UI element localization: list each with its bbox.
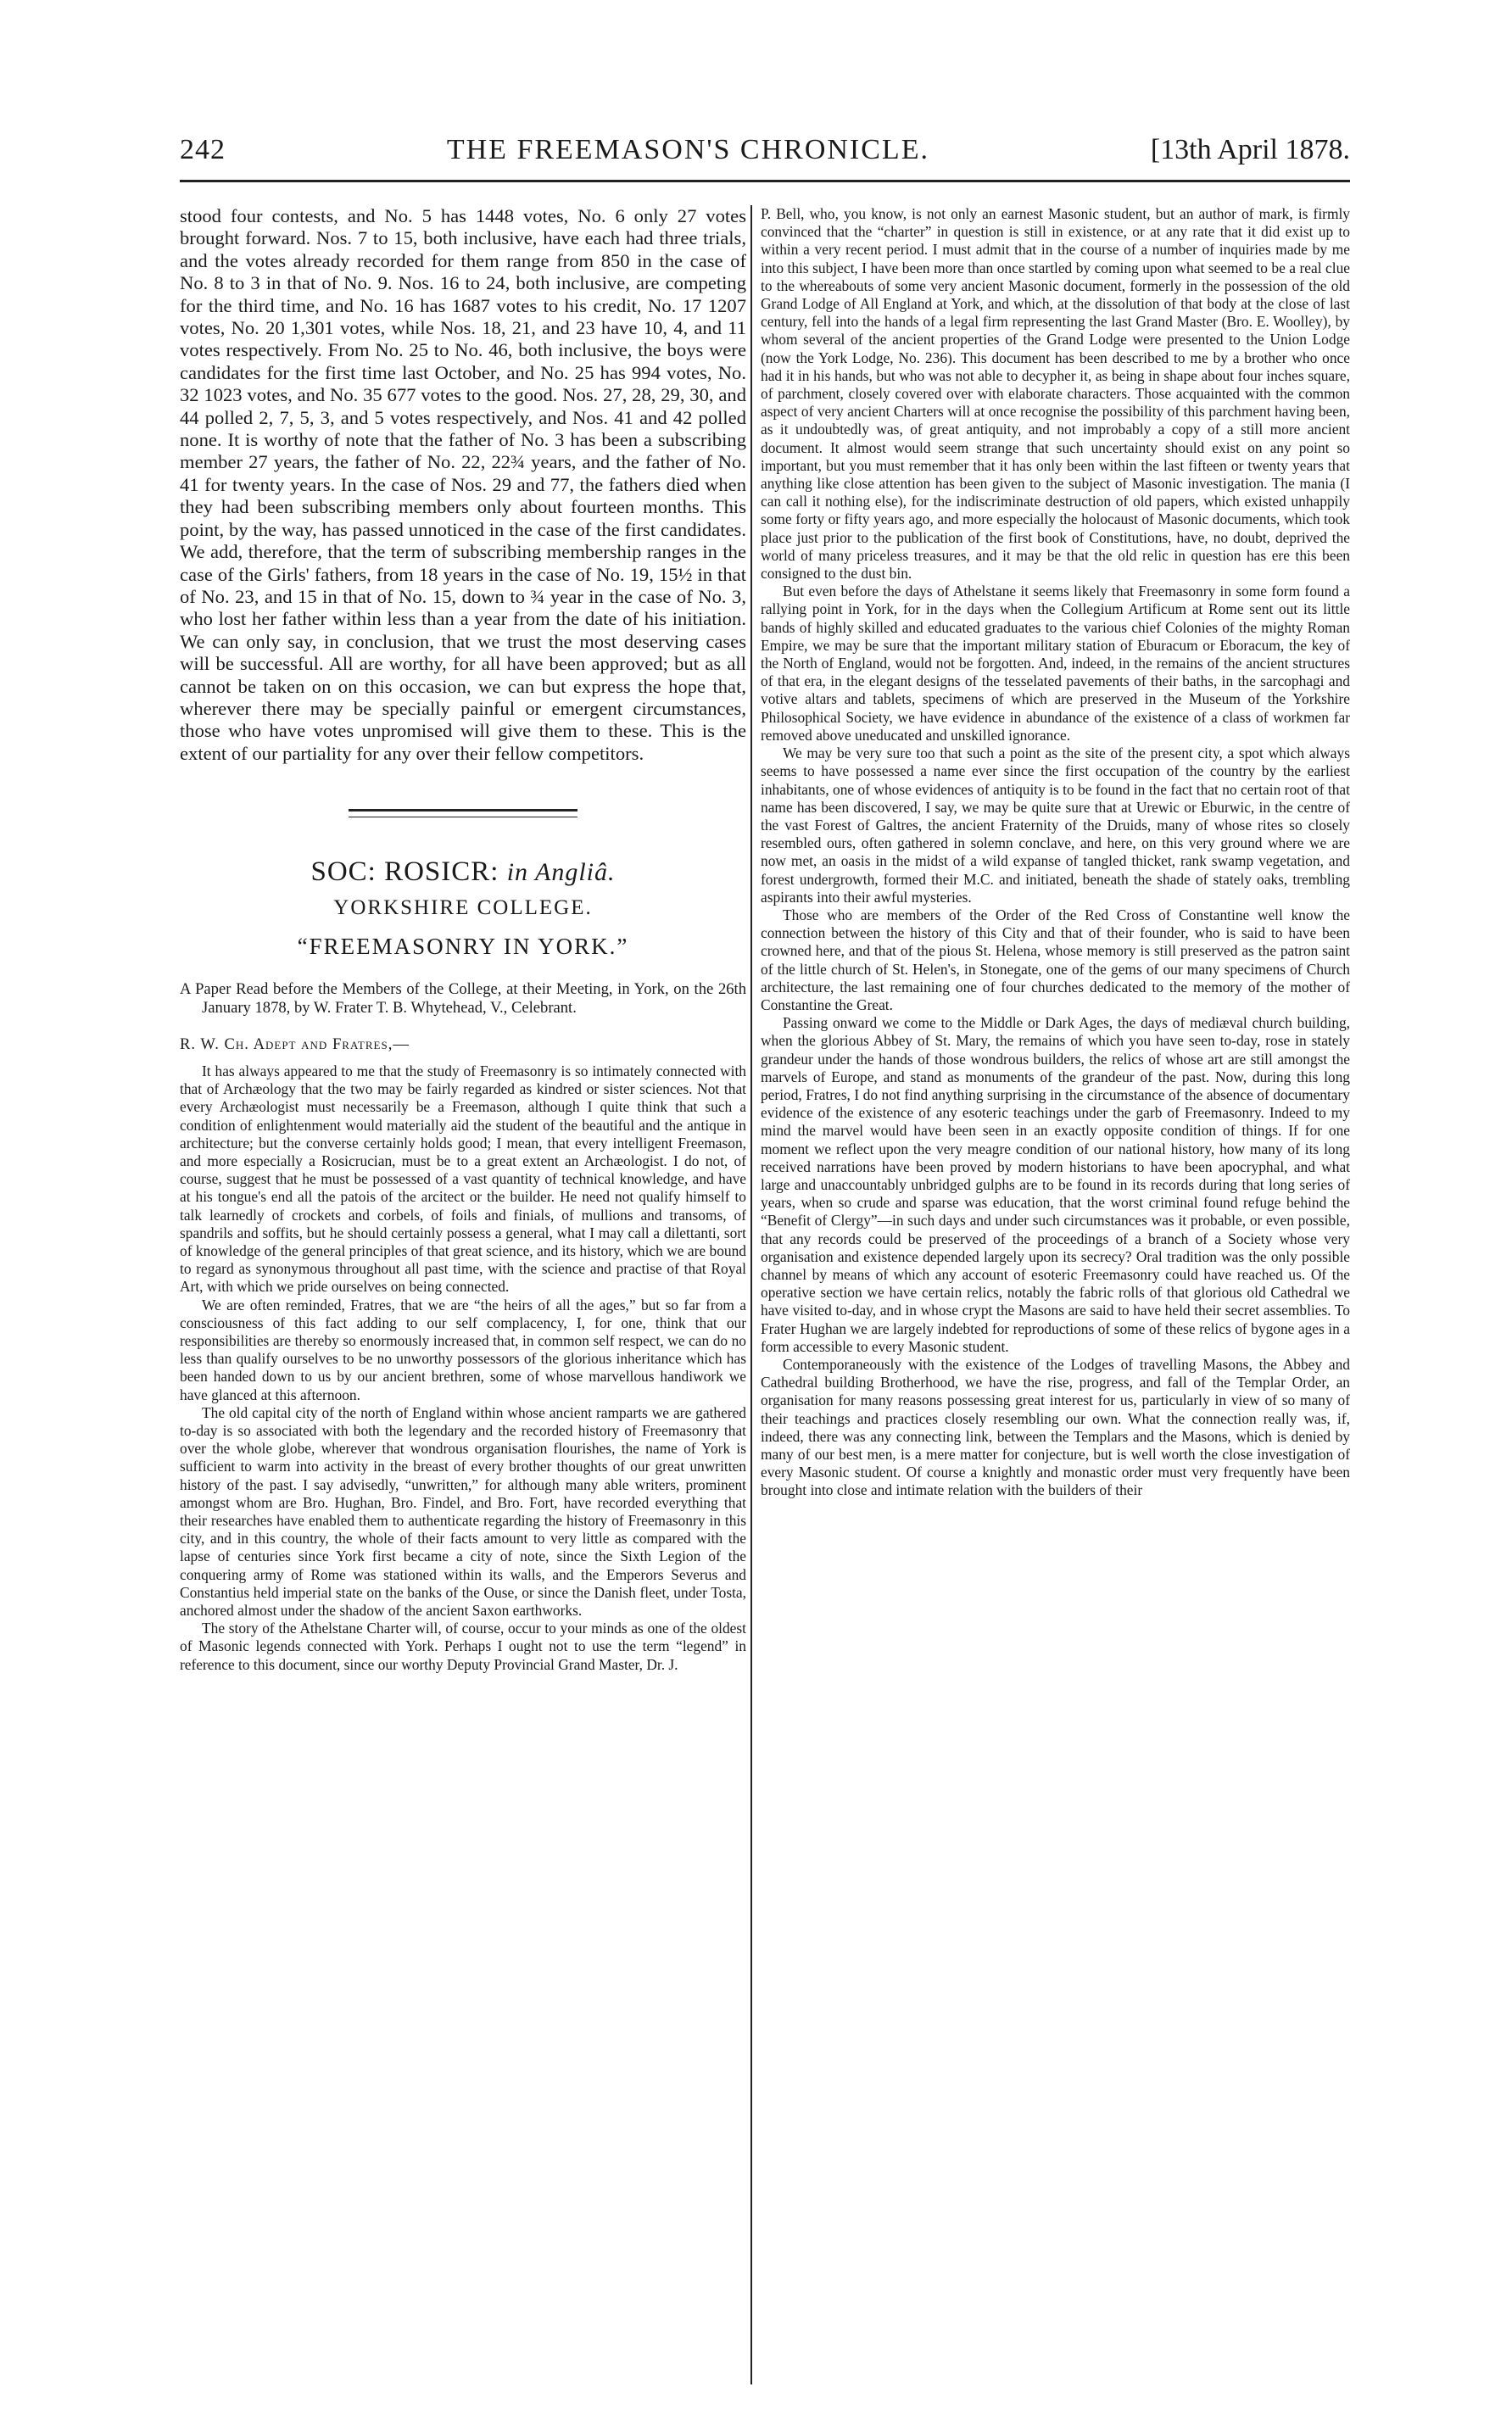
body-paragraph: The story of the Athelstane Charter will, of course, occur to your minds as one of the oldest of Masonic legends connected with York. Perhaps I ought not to use the term “legend” in reference to this document, since our worthy Deputy Provincial Grand Master, Dr. J. — [180, 1620, 746, 1673]
left-column — [180, 205, 746, 1674]
right-column — [761, 205, 1350, 1500]
section-divider — [349, 809, 577, 817]
body-paragraph: We are often reminded, Fratres, that we are “the heirs of all the ages,” but so far from a consciousness of this fact adding to our self complacency, I, for one, think that our responsibilities are thereby so enormously increased that, in common self respect, we can do no less than qualify ourselves to be no unworthy possessors of the glorious inheritance which has been handed down to us by our ancient brethren, some of whose marvellous handiwork we have glanced at this afternoon. — [180, 1296, 746, 1403]
body-paragraph: P. Bell, who, you know, is not only an earnest Masonic student, but an author of mark, is firmly convinced that the “charter” in question is still in existence, or at any rate that it did exist up to within a very recent period. I must admit that in the course of a number of inquiries made by me into this subject, I have been more than once startled by coming upon what seemed to be a real clue to the whereabouts of some very ancient Masonic document, formerly in the possession of the old Grand Lodge of All England at York, and which, at the dissolution of that body at the close of last century, fell into the hands of a legal firm representing the last Grand Master (Bro. E. Woolley), by whom several of the ancient properties of the Grand Lodge were presented to the Union Lodge (now the York Lodge, No. 236). This document has been described to me by a brother who once had it in his hands, but who was not able to decypher it, as being in shape about four inches square, of parchment, closely covered over with elaborate characters. Those acquainted with the common aspect of very ancient Charters will at once recognise the possibility of this parchment having been, as it undoubtedly was, of great antiquity, and not improbably a copy of a still more ancient document. It almost would seem strange that such uncertainty should exist on any point so important, but you must remember that it has only been within the last fifteen or twenty years that anything like close attention has been given to the subject of Masonic investigation. The mania (I can call it nothing else), for the indiscriminate destruction of old papers, which existed unhappily some forty or fifty years ago, and more especially the holocaust of Masonic documents, which took place just prior to the publication of the first book of Constitutions, have, no doubt, deprived the world of many priceless treasures, and it may be that the old relic in question has ere this been consigned to the dust bin. — [761, 205, 1350, 583]
salutation-text: R. W. Ch. Adept and Fratres,— — [180, 1035, 410, 1053]
column-divider — [750, 205, 752, 2384]
page-header — [180, 134, 1350, 178]
body-paragraph: It has always appeared to me that the study of Freemasonry is so intimately connected with that of Archæology that the two may be fairly regarded as kindred or sister sciences. Not that every Archæologist must necessarily be a Freemason, although I quite think that such a condition of enlightenment would materially aid the student of the beautiful and the antique in architecture; but the converse certainly holds good; I mean, that every intelligent Freemason, and more especially a Rosicrucian, must be to a great extent an Archæologist. I do not, of course, suggest that he must be possessed of a vast quantity of technical knowledge, and have at his tongue's end all the patois of the arcitect or the builder. He need not qualify himself to talk learnedly of crockets and corbels, of foils and finials, of mullions and transoms, of spandrils and soffits, but he should certainly possess a general, what I may call a dilettanti, sort of knowledge of the general principles of that great science, and its history, which we are bound to regard as synonymous throughout all past time, with the science and practise of that Royal Art, with which we pride ourselves on being connected. — [180, 1062, 746, 1296]
section-title-italic: in Angliâ. — [506, 858, 616, 887]
section-title — [180, 856, 746, 888]
section-title-main: SOC: ROSICR: — [310, 856, 499, 888]
body-paragraph: The old capital city of the north of England within whose ancient ramparts we are gathered to-day is so associated with both the legendary and the recorded history of Freemasonry that over the whole globe, wherever that wondrous organisation flourishes, the name of York is sufficient to warm into activity in the breast of every brother thoughts of our great unwritten history of the past. I say advisedly, “unwritten,” for although many able writers, prominent amongst whom are Bro. Hughan, Bro. Findel, and Bro. Fort, have recorded everything that their researches have enabled them to authenticate regarding the history of Freemasonry in this city, and in this country, the whole of their facts amount to very little as compared with the lapse of centuries since York first became a city of note, since the Sixth Legion of the conquering army of Rome was stationed within its walls, and the Emperors Severus and Constantius held imperial state on the banks of the Ouse, or since the Danish fleet, under Tosta, anchored almost under the shadow of the ancient Saxon earthworks. — [180, 1403, 746, 1620]
issue-date: [13th April 1878. — [1150, 134, 1350, 165]
body-paragraph: Those who are members of the Order of the Red Cross of Constantine well know the connection between the history of this City and that of their founder, who is said to have been crowned here, and that of the pious St. Helena, whose memory is still preserved as the patron saint of the little church of St. Helen's, in Stonegate, one of the gems of our many specimens of Church architecture, the last remaining one of four churches dedicated to the memory of the mother of Constantine the Great. — [761, 906, 1350, 1013]
paper-abstract: A Paper Read before the Members of the College, at their Meeting, in York, on the 26th January 1878, by W. Frater T. B. Whytehead, V., Celebrant. — [180, 980, 746, 1017]
body-paragraph: Passing onward we come to the Middle or Dark Ages, the days of mediæval church building, when the glorious Abbey of St. Mary, the remains of which you have seen to-day, rose in stately grandeur under the hands of those wondrous builders, the relics of whose art are still amongst the marvels of Europe, and stand as monuments of the grandeur of the past. Now, during this long period, Fratres, I do not find anything surprising in the circumstance of the absence of documentary evidence of the existence of any esoteric teachings under the garb of Freemasonry. Indeed to my mind the marvel would have been seen in an exactly opposite condition of things. If for one moment we reflect upon the very meagre condition of our national history, how many of its long received narrations have been proved by modern historians to have been apocryphal, and what large and unaccountably unbridged gulphs are to be found in its records during that long series of years, when so crude and sparse was education, that the worst criminal found refuge behind the “Benefit of Clergy”—in such days and under such circumstances was it probable, or even possible, that any records could be preserved of the proceedings of a branch of a Society whose very organisation and existence depended largely upon its secrecy? Oral tradition was the only possible channel by means of which any account of esoteric Freemasonry could have reached us. Of the operative section we have certain relics, notably the fabric rolls of that glorious old Cathedral we have visited to-day, and in whose crypt the Masons are said to have held their secret assemblies. To Frater Hughan we are largely indebted for reproductions of some of these relics of bygone ages in a form accessible to every Masonic student. — [761, 1014, 1350, 1355]
page-number: 242 — [180, 134, 226, 165]
body-paragraph: But even before the days of Athelstane it seems likely that Freemasonry in some form found a rallying point in York, for in the days when the Collegium Artificum at Rome sent out its little bands of highly skilled and educated graduates to the various chief Colonies of the mighty Roman Empire, we may be sure that the important military station of Eburacum or Eboracum, the key of the North of England, would not be forgotten. And, indeed, in the remains of the ancient structures of that era, in the elegant designs of the tesselated pavements of their baths, in the sarcophagi and votive altars and tablets, specimens of which are preserved in the Museum of the Yorkshire Philosophical Society, we have evidence in abundance of the existence of a class of workmen far removed above uneducated and unskilled ignorance. — [761, 583, 1350, 744]
body-paragraph: Contemporaneously with the existence of the Lodges of travelling Masons, the Abbey and Cathedral building Brotherhood, we have the rise, progress, and fall of the Templar Order, an organisation for many reasons possessing great interest for us, particularly in view of so many of their teachings and practices closely resembling our own. What the connection really was, if, indeed, there was any connecting link, between the Templars and the Masons, which is denied by many of our best men, is a mere matter for conjecture, but is well worth the close investigation of every Masonic student. Of course a knightly and monastic order must very frequently have been brought into close and intimate relation with the builders of their — [761, 1356, 1350, 1499]
publication-title: THE FREEMASON'S CHRONICLE. — [446, 134, 929, 165]
salutation — [180, 1035, 746, 1054]
header-rule — [180, 180, 1350, 182]
section-subtitle-2: “FREEMASONRY IN YORK.” — [297, 934, 629, 960]
section-subtitle: YORKSHIRE COLLEGE. — [333, 896, 593, 920]
intro-paragraph: stood four contests, and No. 5 has 1448 votes, No. 6 only 27 votes brought forward. Nos. 7 to 15, both inclusive, have each had three trials, and the votes already recorded for them range from 850 in the case of No. 8 to 3 in that of No. 9. Nos. 16 to 24, both inclusive, are competing for the third time, and No. 16 has 1687 votes to his credit, No. 17 1207 votes, No. 20 1,301 votes, while Nos. 18, 21, and 23 have 10, 4, and 11 votes respectively. From No. 25 to No. 46, both inclusive, the boys were candidates for the first time last October, and No. 25 has 994 votes, No. 32 1023 votes, and No. 35 677 votes to the good. Nos. 27, 28, 29, 30, and 44 polled 2, 7, 5, 3, and 5 votes respectively, and Nos. 41 and 42 polled none. It is worthy of note that the father of No. 3 has been a subscribing member 27 years, the father of No. 22, 22¾ years, and the father of No. 41 for twenty years. In the case of Nos. 29 and 77, the fathers died when they had been subscribing members only about fourteen months. This point, by the way, has passed unnoticed in the case of the first candidates. We add, therefore, that the term of subscribing membership ranges in the case of the Girls' fathers, from 18 years in the case of No. 19, 15½ in that of No. 23, and 15 in that of No. 15, down to ¾ year in the case of No. 3, who lost her father within less than a year from the date of his initiation. We can only say, in conclusion, that we trust the most deserving cases will be successful. All are worthy, for all have been approved; but as all cannot be taken on on this occasion, we can but express the hope that, wherever there may be specially painful or emergent circumstances, those who have votes unpromised will give them to these. This is the extent of our partiality for any over their fellow competitors. — [180, 205, 746, 764]
body-paragraph: We may be very sure too that such a point as the site of the present city, a spot which always seems to have possessed a name ever since the first occupation of the country by the earliest inhabitants, one of whose evidences of antiquity is to be found in the fact that no certain root of that name has been discovered, I say, we may be quite sure that at Urewic or Eburwic, in the centre of the vast Forest of Galtres, the ancient Fraternity of the Druids, many of whose rites so closely resembled ours, often gathered in solemn conclave, and here, on this very ground where we are now met, an oasis in the midst of a wild expanse of tangled thicket, rank swamp vegetation, and forest undergrowth, formed their M.C. and initiated, beneath the shade of stately oaks, trembling aspirants into their awful mysteries. — [761, 745, 1350, 906]
